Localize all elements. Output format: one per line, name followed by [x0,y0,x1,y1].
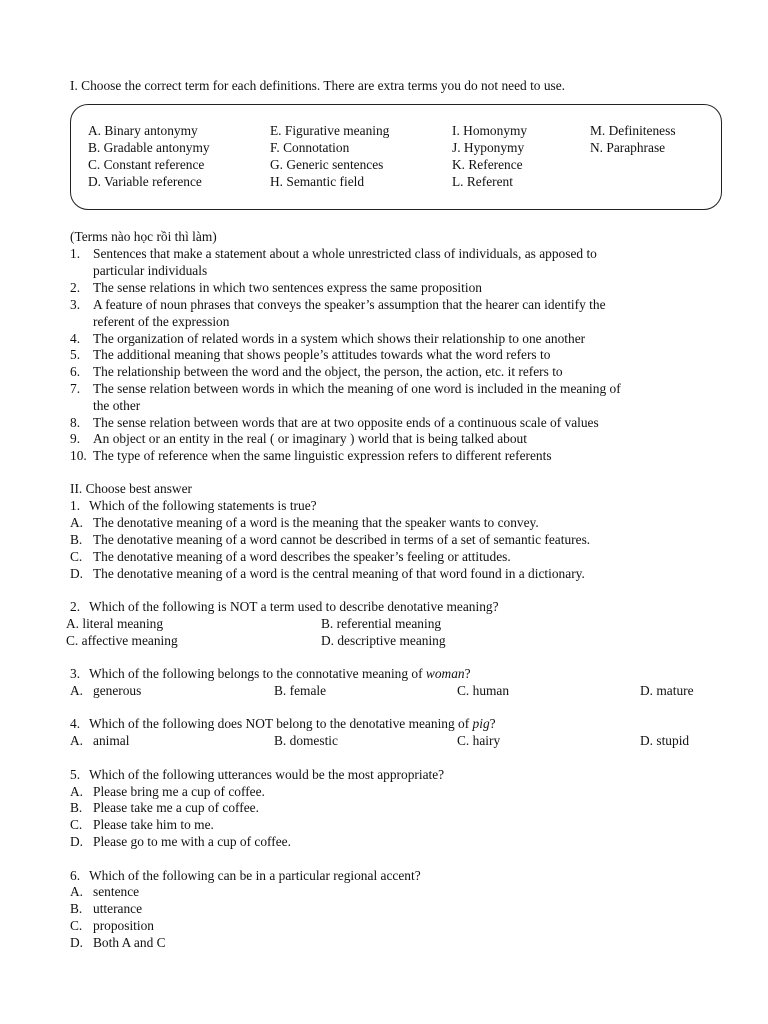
definition-number: 9. [70,431,81,446]
option-text: B. female [274,683,327,698]
definition-text: The organization of related words in a system which shows their relationship to one another [93,331,586,346]
definition-text: particular individuals [93,263,208,278]
option-text: Both A and C [93,935,166,950]
term-i: I. Homonymy [452,123,528,138]
definition-number: 5. [70,347,81,362]
option-letter: D. [70,834,84,849]
definition-text: Sentences that make a statement about a whole unrestricted class of individuals, as apposed to [93,246,597,261]
term-k: K. Reference [452,157,523,172]
definition-text: The additional meaning that shows people’s attitudes towards what the word refers to [93,347,551,362]
option-letter: D. [70,935,84,950]
option-text: The denotative meaning of a word is the central meaning of that word found in a dictionary. [93,566,585,581]
definition-text: The sense relation between words that are at two opposite ends of a continuous scale of values [93,415,599,430]
term-g: G. Generic sentences [270,157,384,172]
option-text: Please take me a cup of coffee. [93,800,259,815]
option-text: sentence [93,884,140,899]
option-letter: A. [70,733,84,748]
section2-heading: II. Choose best answer [70,481,192,496]
section1-heading: I. Choose the correct term for each definitions. There are extra terms you do not need to use. [70,78,566,93]
option-text: D. mature [640,683,694,698]
term-a: A. Binary antonymy [88,123,198,138]
question-keyword: pig [472,716,490,731]
question-text [89,665,471,682]
option-text: generous [93,683,142,698]
definition-number: 8. [70,415,81,430]
definition-text: A feature of noun phrases that conveys the speaker’s assumption that the hearer can identify the [93,297,606,312]
question-keyword: woman [425,666,465,681]
option-text: D. stupid [640,733,690,748]
definition-text: the other [93,398,141,413]
question-text-start: Which of the following does NOT belong to the denotative meaning of [89,716,473,731]
definition-number: 3. [70,297,81,312]
definition-number: 2. [70,280,81,295]
option-text: The denotative meaning of a word cannot be described in terms of a set of semantic features. [93,532,591,547]
option-letter: A. [70,784,84,799]
term-j: J. Hyponymy [452,140,525,155]
definition-text: The relationship between the word and the object, the person, the action, etc. it refers to [93,364,563,379]
term-m: M. Definiteness [590,123,676,138]
definition-number: 10. [70,448,87,463]
question-number: 3. [70,666,81,681]
option-text: animal [93,733,130,748]
option-letter: A. [70,683,84,698]
term-h: H. Semantic field [270,174,365,189]
option-letter: C. [70,549,83,564]
option-letter: C. [70,817,83,832]
question-text-end: ? [464,666,471,681]
section1-note: (Terms nào học rồi thì làm) [70,229,217,244]
definition-text: The sense relations in which two sentences express the same proposition [93,280,482,295]
terms-box [70,104,722,210]
option-text: C. hairy [457,733,501,748]
option-letter: D. [70,566,84,581]
question-number: 5. [70,767,81,782]
question-text [89,715,496,732]
question-number: 4. [70,716,81,731]
option-text: C. human [457,683,510,698]
option-letter: A. [70,515,84,530]
term-n: N. Paraphrase [590,140,666,155]
option-letter: B. [70,800,83,815]
term-f: F. Connotation [270,140,350,155]
definition-number: 4. [70,331,81,346]
option-text: The denotative meaning of a word describes the speaker’s feeling or attitudes. [93,549,511,564]
term-e: E. Figurative meaning [270,123,390,138]
definition-text: The type of reference when the same linguistic expression refers to different referents [93,448,552,463]
option-text: B. referential meaning [321,616,442,631]
option-text: Please take him to me. [93,817,214,832]
term-b: B. Gradable antonymy [88,140,210,155]
definition-number: 6. [70,364,81,379]
question-text: Which of the following utterances would be the most appropriate? [89,767,445,782]
question-number: 1. [70,498,81,513]
option-text: B. domestic [274,733,338,748]
question-text: Which of the following statements is true? [89,498,317,513]
term-d: D. Variable reference [88,174,202,189]
question-number: 6. [70,868,81,883]
option-text: proposition [93,918,155,933]
question-text-end: ? [489,716,496,731]
option-letter: C. [70,918,83,933]
term-l: L. Referent [452,174,513,189]
option-text: D. descriptive meaning [321,633,446,648]
definition-number: 1. [70,246,81,261]
option-text: A. literal meaning [66,616,164,631]
option-text: C. affective meaning [66,633,178,648]
option-text: Please bring me a cup of coffee. [93,784,265,799]
option-letter: B. [70,901,83,916]
option-letter: A. [70,884,84,899]
definition-text: referent of the expression [93,314,230,329]
question-text: Which of the following can be in a particular regional accent? [89,868,421,883]
option-letter: B. [70,532,83,547]
option-text: Please go to me with a cup of coffee. [93,834,291,849]
question-number: 2. [70,599,81,614]
definition-text: The sense relation between words in which the meaning of one word is included in the meaning of [93,381,621,396]
definition-text: An object or an entity in the real ( or imaginary ) world that is being talked about [93,431,527,446]
option-text: utterance [93,901,143,916]
option-text: The denotative meaning of a word is the meaning that the speaker wants to convey. [93,515,539,530]
term-c: C. Constant reference [88,157,205,172]
question-text: Which of the following is NOT a term used to describe denotative meaning? [89,599,499,614]
definition-number: 7. [70,381,81,396]
question-text-start: Which of the following belongs to the connotative meaning of [89,666,426,681]
